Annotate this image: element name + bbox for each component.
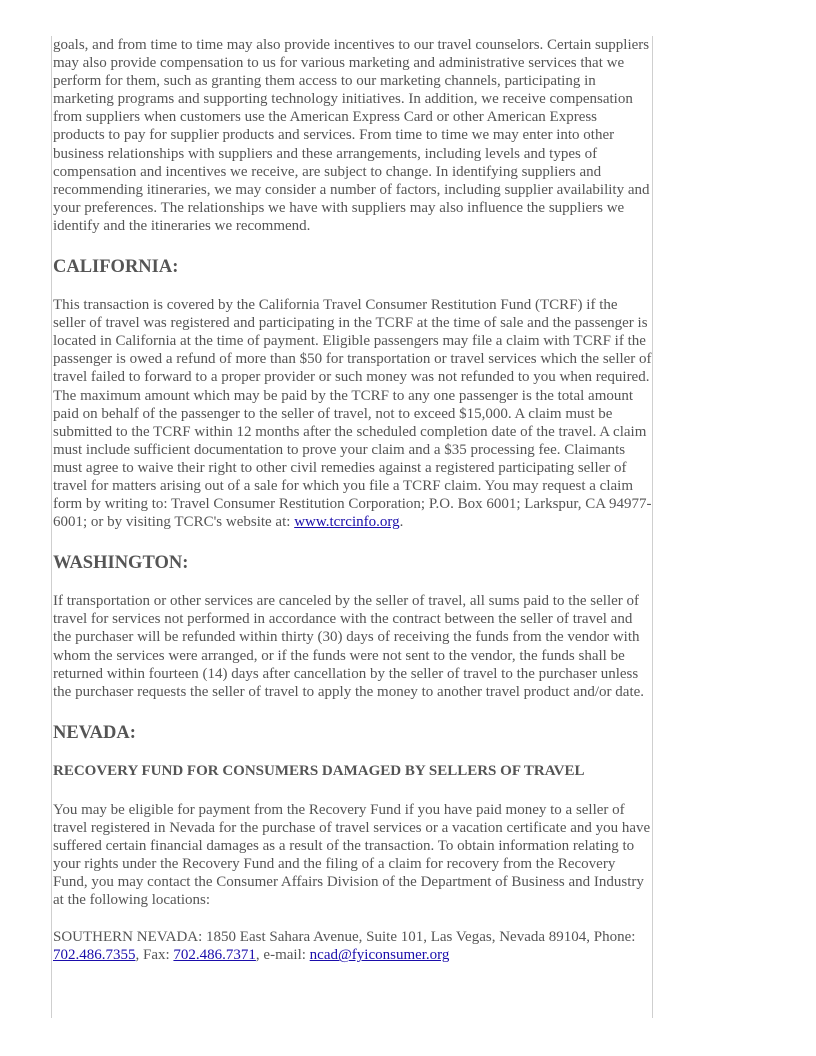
washington-heading: WASHINGTON: <box>53 553 189 574</box>
nevada-heading: NEVADA: <box>53 722 136 743</box>
nevada-paragraph: You may be eligible for payment from the Recovery Fund if you have paid money to a seller of travel registered in Nevada for the purchase of travel services or a vacation certificate and you have suffered certain financial damages as a result of the transaction. To obtain information relating to your rights under the Recovery Fund and the filing of a claim for recovery from the Recovery Fund, you may contact the Consumer Affairs Division of the Department of Business and Industry at the following locations: <box>53 801 651 909</box>
spacer <box>53 909 652 928</box>
southern-nevada-address: SOUTHERN NEVADA: 1850 East Sahara Avenue, Suite 101, Las Vegas, Nevada 89104, Phone: <box>53 929 636 946</box>
phone-link[interactable]: 702.486.7355 <box>53 947 136 964</box>
california-paragraph <box>53 296 652 531</box>
nevada-subheading: RECOVERY FUND FOR CONSUMERS DAMAGED BY SELLERS OF TRAVEL <box>53 762 585 779</box>
washington-paragraph: If transportation or other services are canceled by the seller of travel, all sums paid to the seller of travel for services not performed in accordance with the contract between the seller of travel and the purchaser will be refunded within thirty (30) days of receiving the funds from the vendor with whom the services were arranged, or if the funds were not sent to the vendor, the funds shall be returned within fourteen (14) days after cancellation by the seller of travel to the purchaser unless the purchaser requests the seller of travel to apply the money to another travel product and/or date. <box>53 593 645 700</box>
email-label: , e-mail: <box>255 947 310 964</box>
california-heading: CALIFORNIA: <box>53 257 179 278</box>
southern-nevada-contact <box>53 928 652 964</box>
california-tail: . <box>399 514 404 531</box>
california-body: This transaction is covered by the California Travel Consumer Restitution Fund (TCRF) if the seller of travel was registered and participating in the TCRF at the time of sale and the passenger is located in California at the time of payment. Eligible passengers may file a claim with TCRF if the passenger is owed a refund of more than $50 for transportation or travel services which the seller of travel failed to forward to a proper provider or such money was not refunded to you when required. The maximum amount which may be paid by the TCRF to any one passenger is the total amount paid on behalf of the passenger to the seller of travel, not to exceed $15,000. A claim must be submitted to the TCRF within 12 months after the scheduled completion date of the travel. A claim must include sufficient documentation to prove your claim and a $35 processing fee. Claimants must agree to waive their right to other civil remedies against a registered participating seller of travel for matters arising out of a sale for which you file a TCRF claim. You may request a claim form by writing to: Travel Consumer Restitution Corporation; P.O. Box 6001; Larkspur, CA 94977-6001; or by visiting TCRC's website at: <box>53 297 652 531</box>
intro-paragraph: goals, and from time to time may also provide incentives to our travel counselors. Certain suppliers may also provide compensation to us for various marketing and administrative services that we perform for them, such as granting them access to our marketing channels, participating in marketing programs and supporting technology initiatives. In addition, we receive compensation from suppliers when customers use the American Express Card or other American Express products to pay for supplier products and services. From time to time we may enter into other business relationships with suppliers and these arrangements, including levels and types of compensation and incentives we receive, are subject to change. In identifying suppliers and recommending itineraries, we may consider a number of factors, including supplier availability and your preferences. The relationships we have with suppliers may also influence the suppliers we identify and the itineraries we recommend. <box>53 37 650 234</box>
tcrc-website-link[interactable]: www.tcrcinfo.org <box>294 514 400 531</box>
fax-label: , Fax: <box>135 947 174 964</box>
document-content <box>52 36 652 965</box>
fax-link[interactable]: 702.486.7371 <box>173 947 256 964</box>
email-link[interactable]: ncad@fyiconsumer.org <box>309 947 450 964</box>
document-page <box>51 36 653 1018</box>
